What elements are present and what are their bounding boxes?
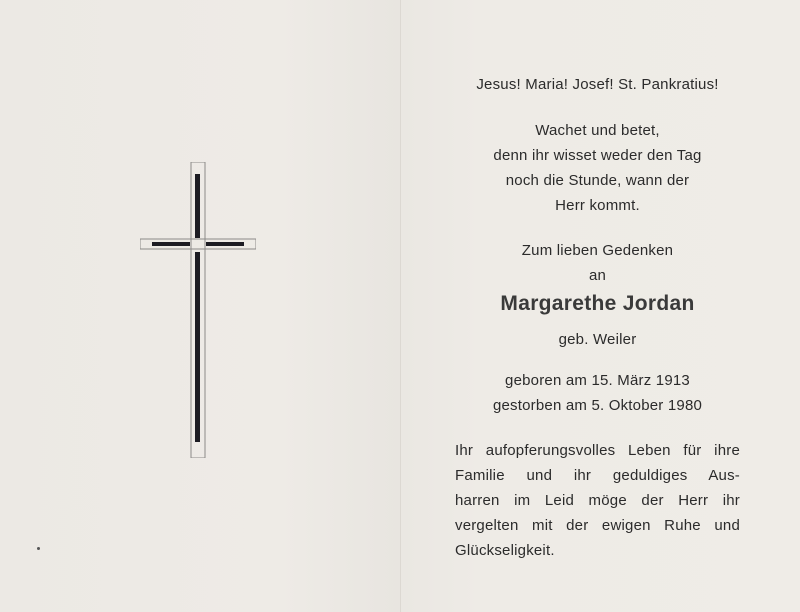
tribute-line: harren im Leid möge der Herr ihr <box>455 492 740 509</box>
verse-block <box>430 118 765 218</box>
death-date: gestorben am 5. Oktober 1980 <box>492 397 703 414</box>
deceased-name: Margarethe Jordan <box>500 292 695 315</box>
memorial-heading <box>430 238 765 288</box>
invocation-text <box>430 72 765 97</box>
invocation-line: Jesus! Maria! Josef! St. Pankratius! <box>476 76 719 93</box>
tribute-line: Ihr aufopferungsvolles Leben für ihre <box>455 442 740 459</box>
ink-dot <box>37 547 40 550</box>
verse-line: Herr kommt. <box>555 197 640 214</box>
tribute-line: Glückseligkeit. <box>455 542 555 559</box>
tribute-line: Familie und ihr geduldiges Aus- <box>455 467 740 484</box>
tribute-paragraph <box>455 438 740 563</box>
birth-date: geboren am 15. März 1913 <box>505 372 690 389</box>
tribute-line: vergelten mit der ewigen Ruhe und <box>455 517 740 534</box>
verse-line: Wachet und betet, <box>535 122 660 139</box>
verse-line: noch die Stunde, wann der <box>505 172 690 189</box>
memorial-line: Zum lieben Gedenken <box>521 242 674 259</box>
verse-line: denn ihr wisset weder den Tag <box>493 147 702 164</box>
maiden-name-line: geb. Weiler <box>558 331 637 348</box>
cross-icon <box>140 162 256 458</box>
memorial-line: an <box>588 267 607 284</box>
fold-line <box>400 0 401 612</box>
life-dates <box>430 368 765 418</box>
maiden-name <box>430 327 765 352</box>
